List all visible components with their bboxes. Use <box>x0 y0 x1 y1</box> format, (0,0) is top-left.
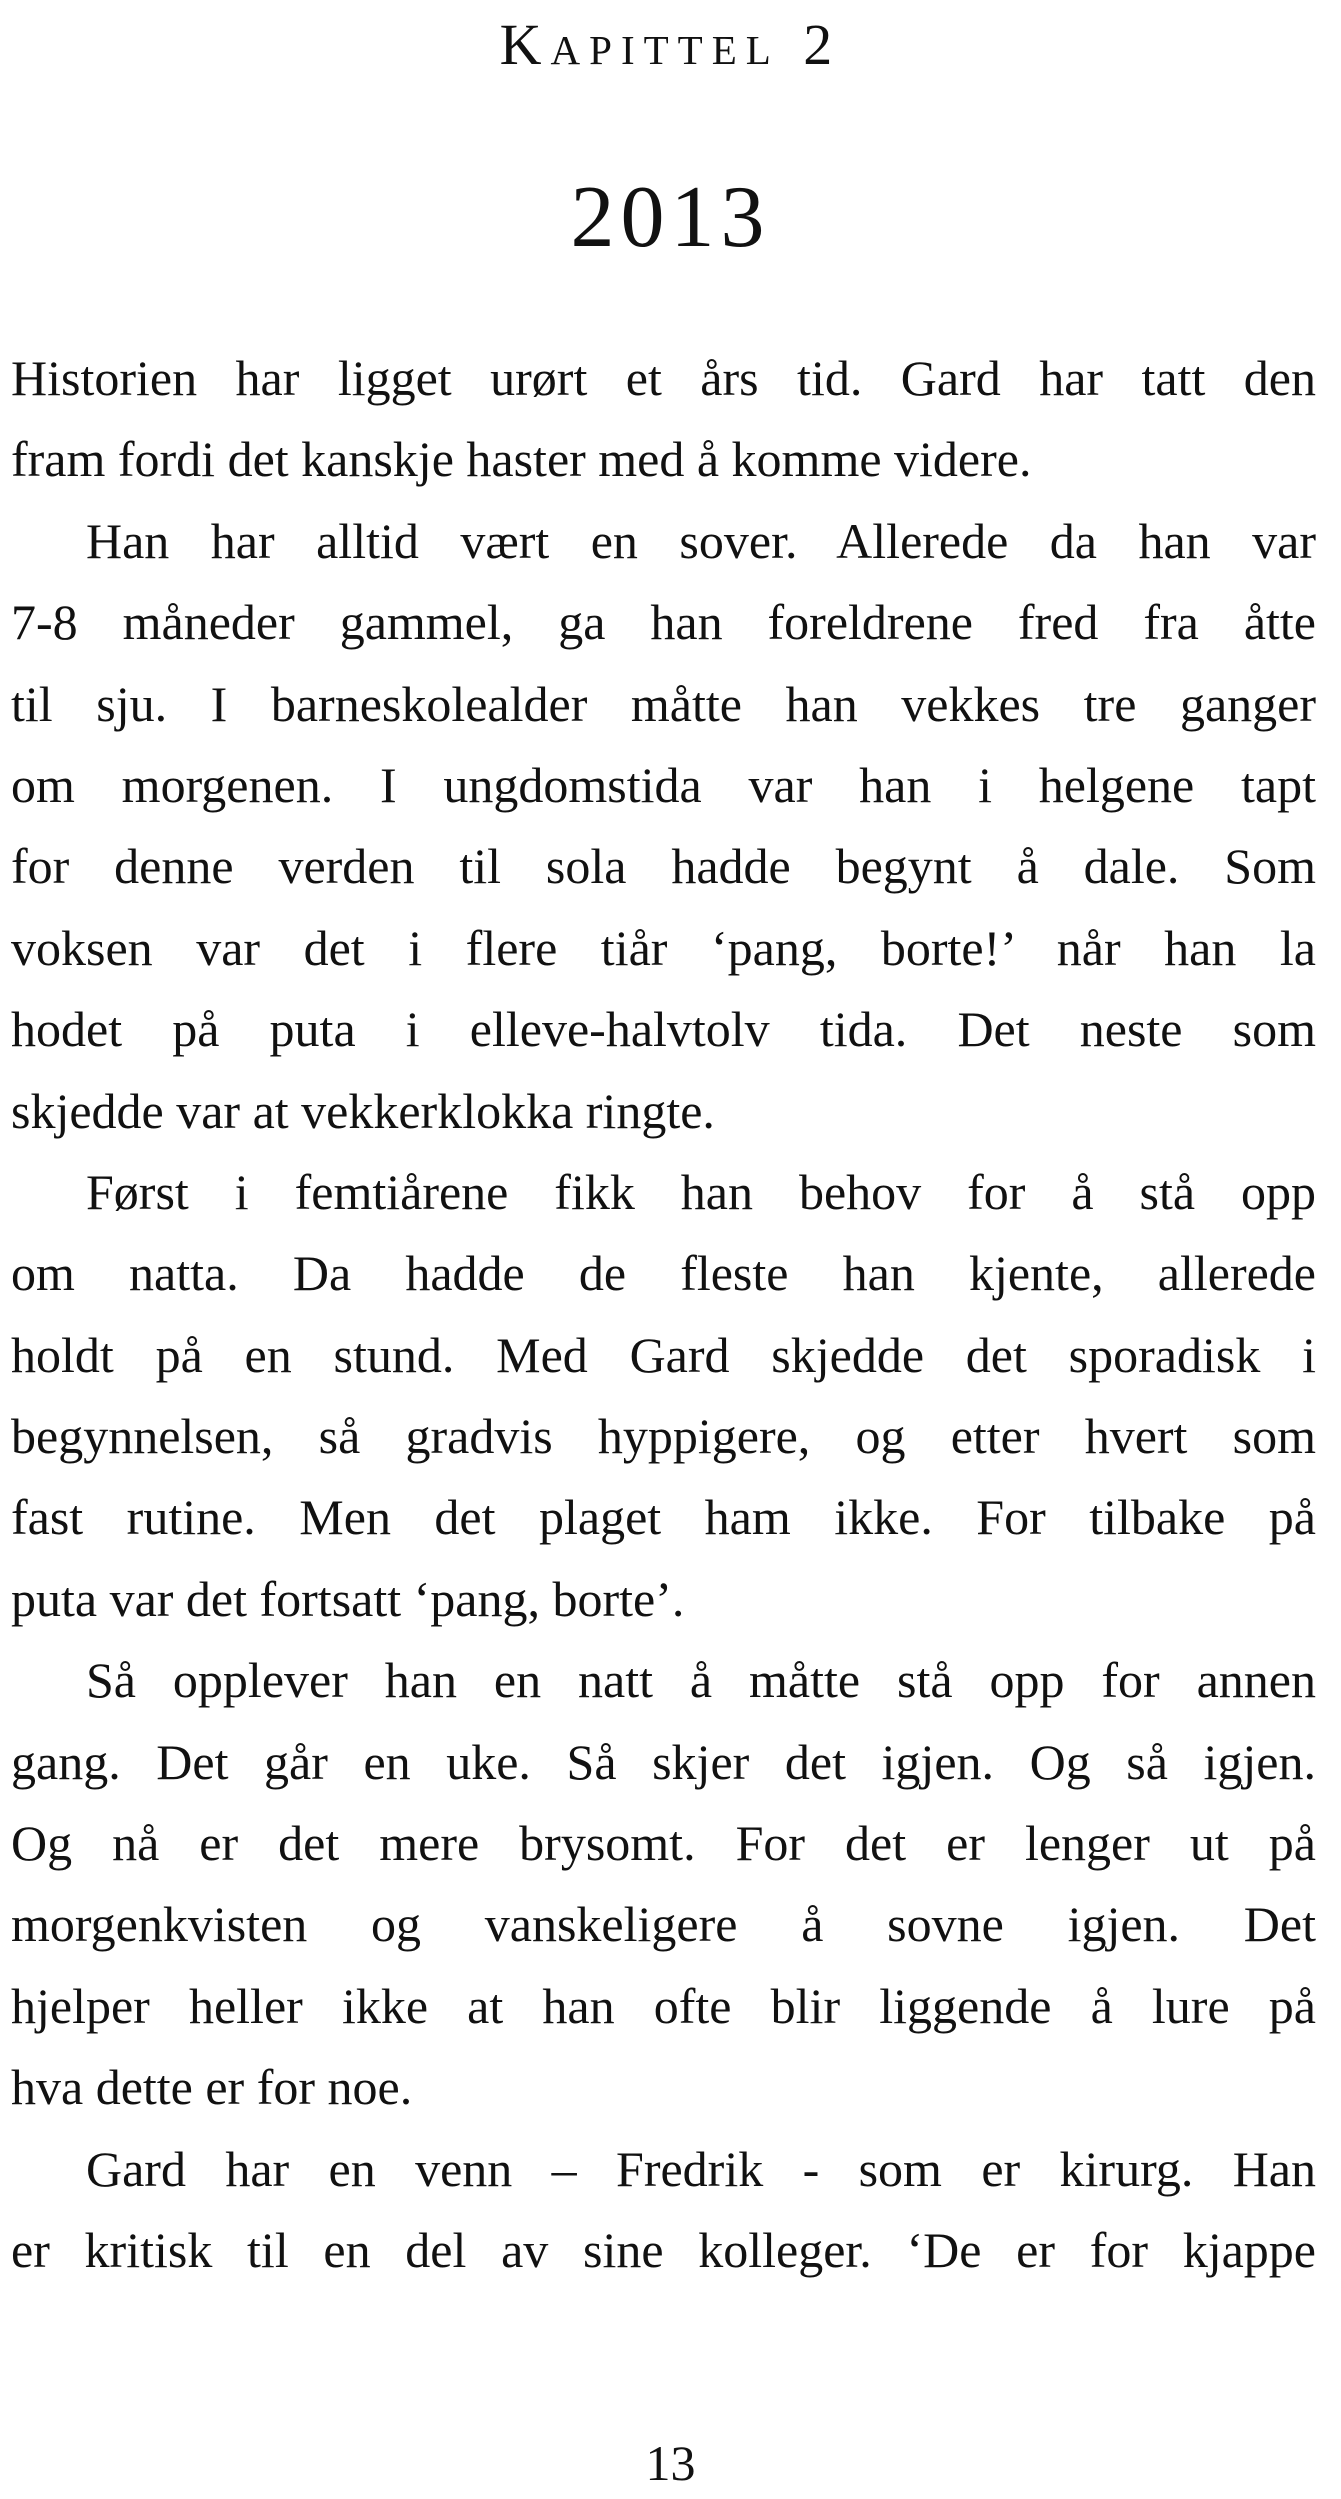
text-line: til sju. I barneskolealder måtte han vekkes tre ganger <box>11 675 1316 732</box>
text-line: morgenkvisten og vanskeligere å sovne igjen. Det <box>11 1896 1316 1953</box>
text-line: puta var det fortsatt ‘pang, borte’. <box>11 1570 685 1627</box>
text-line: voksen var det i flere tiår ‘pang, borte!’ når han la <box>11 919 1316 976</box>
text-line: hva dette er for noe. <box>11 2059 413 2116</box>
text-line: holdt på en stund. Med Gard skjedde det sporadisk i <box>11 1326 1316 1383</box>
text-line: Så opplever han en natt å måtte stå opp for annen <box>86 1652 1316 1709</box>
text-line: skjedde var at vekkerklokka ringte. <box>11 1082 715 1139</box>
body-text <box>11 338 1316 2291</box>
text-line: Han har alltid vært en sover. Allerede da han var <box>86 512 1316 569</box>
text-line: er kritisk til en del av sine kolleger. ‘De er for kjappe <box>11 2221 1316 2278</box>
chapter-heading: Kapittel 2 <box>499 12 842 77</box>
text-line: fast rutine. Men det plaget ham ikke. For tilbake på <box>11 1489 1316 1546</box>
text-line: Først i femtiårene fikk han behov for å stå opp <box>86 1163 1316 1220</box>
page-number: 13 <box>645 2435 696 2491</box>
text-line: for denne verden til sola hadde begynt å dale. Som <box>11 838 1316 895</box>
text-line: om natta. Da hadde de fleste han kjente, allerede <box>11 1245 1316 1302</box>
chapter-year: 2013 <box>570 169 771 266</box>
text-line: om morgenen. I ungdomstida var han i helgene tapt <box>11 756 1316 813</box>
text-line: Og nå er det mere brysomt. For det er lenger ut på <box>11 1815 1316 1872</box>
text-line: fram fordi det kanskje haster med å komme videre. <box>11 431 1032 488</box>
text-line: hjelper heller ikke at han ofte blir liggende å lure på <box>11 1977 1316 2034</box>
text-line: Historien har ligget urørt et års tid. Gard har tatt den <box>11 350 1316 406</box>
text-line: 7-8 måneder gammel, ga han foreldrene fred fra åtte <box>11 594 1316 651</box>
text-line: begynnelsen, så gradvis hyppigere, og etter hvert som <box>11 1408 1316 1465</box>
text-line: gang. Det går en uke. Så skjer det igjen. Og så igjen. <box>11 1733 1316 1790</box>
text-line: Gard har en venn – Fredrik - som er kirurg. Han <box>86 2140 1316 2197</box>
text-line: hodet på puta i elleve-halvtolv tida. Det neste som <box>11 1001 1316 1058</box>
